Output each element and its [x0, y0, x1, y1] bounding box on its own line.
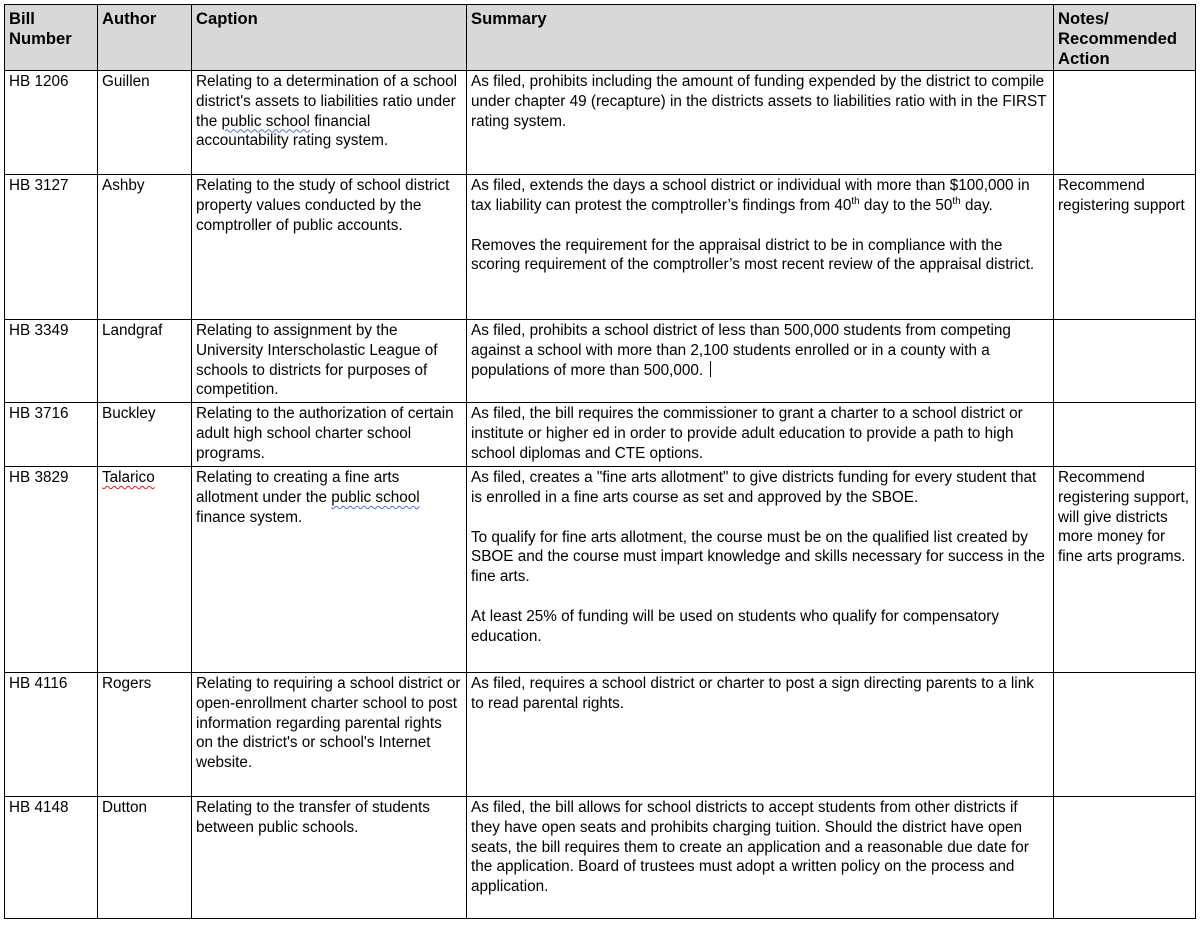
author-cell: Buckley — [98, 403, 192, 467]
author-cell — [98, 467, 192, 673]
table-row — [5, 320, 1196, 403]
summary-paragraph — [471, 321, 1049, 380]
caption-cell — [192, 71, 467, 175]
bill-number-cell: HB 3829 — [5, 467, 98, 673]
summary-paragraph: As filed, requires a school district or charter to post a sign directing parents to a link to read parental rights. — [471, 675, 1034, 712]
header-row — [5, 5, 1196, 71]
notes-cell — [1054, 797, 1196, 919]
summary-text: day. — [960, 196, 993, 214]
spellcheck-underlined-text: public school — [331, 488, 420, 506]
table-row — [5, 403, 1196, 467]
author-cell: Landgraf — [98, 320, 192, 403]
summary-paragraph: As filed, the bill requires the commissioner to grant a charter to a school district or institute or higher ed in order to provide adult education to provide a path to high school diplomas and CTE options. — [471, 405, 1023, 462]
header-bill-number: Bill Number — [5, 5, 98, 71]
summary-cell — [467, 403, 1054, 467]
summary-cell — [467, 320, 1054, 403]
caption-cell: Relating to the authorization of certain adult high school charter school programs. — [192, 403, 467, 467]
notes-cell — [1054, 71, 1196, 175]
notes-cell — [1054, 673, 1196, 797]
summary-paragraph: To qualify for fine arts allotment, the course must be on the qualified list created by SBOE and the course must impart knowledge and skills necessary for success in the fine arts. — [471, 528, 1045, 586]
notes-cell: Recommend registering support, will give districts more money for fine arts programs. — [1054, 467, 1196, 673]
bill-number-cell: HB 1206 — [5, 71, 98, 175]
bill-number-cell: HB 4148 — [5, 797, 98, 919]
summary-text: As filed, prohibits a school district of less than 500,000 students from competing against a school with more than 2,100 students enrolled or in a county with a populations of more than 500,000. — [471, 322, 1011, 379]
author-cell: Dutton — [98, 797, 192, 919]
bill-table — [4, 4, 1196, 919]
spellcheck-underlined-text: public school — [221, 112, 310, 130]
table-row — [5, 175, 1196, 320]
summary-cell — [467, 71, 1054, 175]
ordinal-suffix: th — [952, 195, 961, 207]
table-row — [5, 797, 1196, 919]
summary-cell — [467, 797, 1054, 919]
table-row — [5, 71, 1196, 175]
notes-cell: Recommend registering support — [1054, 175, 1196, 320]
caption-cell — [192, 467, 467, 673]
author-cell: Rogers — [98, 673, 192, 797]
bill-number-cell: HB 4116 — [5, 673, 98, 797]
caption-text: Relating to a determination of a school district's assets to liabilities ratio under the — [196, 73, 458, 130]
text-cursor — [710, 361, 711, 377]
spellcheck-underlined-text: Talarico — [102, 469, 155, 486]
bill-number-cell: HB 3127 — [5, 175, 98, 320]
caption-cell: Relating to the study of school district property values conducted by the comptroller of public accounts. — [192, 175, 467, 320]
caption-cell: Relating to assignment by the University Interscholastic League of schools to districts for purposes of competition. — [192, 320, 467, 403]
bill-number-cell: HB 3716 — [5, 403, 98, 467]
header-author: Author — [98, 5, 192, 71]
summary-paragraph: As filed, the bill allows for school districts to accept students from other districts if they have open seats and prohibits charging tuition. Should the district have open seats, the bill requires them to create an application and a reasonable due date for the application. Board of trustees must adopt a written policy on the process and application. — [471, 799, 1029, 896]
table-row — [5, 673, 1196, 797]
summary-text: As filed, extends the days a school district or individual with more than $100,000 in tax liability can protest the comptroller’s findings from 40 — [471, 177, 1030, 214]
summary-cell — [467, 467, 1054, 673]
summary-cell — [467, 175, 1054, 320]
header-summary: Summary — [467, 5, 1054, 71]
summary-text: day to the 50 — [859, 196, 953, 214]
caption-text: finance system. — [196, 508, 303, 526]
bill-number-cell: HB 3349 — [5, 320, 98, 403]
summary-paragraph: At least 25% of funding will be used on students who qualify for compensatory education. — [471, 607, 1000, 645]
summary-cell — [467, 673, 1054, 797]
table-row — [5, 467, 1196, 673]
caption-text: financial accountability rating system. — [196, 112, 389, 150]
summary-paragraph — [471, 176, 1049, 216]
summary-paragraph: As filed, prohibits including the amount of funding expended by the district to compile under chapter 49 (recapture) in the districts assets to liabilities ratio with in the FIRST rating system. — [471, 73, 1047, 130]
notes-cell — [1054, 403, 1196, 467]
header-caption: Caption — [192, 5, 467, 71]
caption-cell: Relating to requiring a school district or open-enrollment charter school to post information regarding parental rights on the district's or school's Internet website. — [192, 673, 467, 797]
author-cell: Guillen — [98, 71, 192, 175]
caption-cell: Relating to the transfer of students between public schools. — [192, 797, 467, 919]
notes-cell — [1054, 320, 1196, 403]
summary-paragraph: As filed, creates a "fine arts allotment" to give districts funding for every student that is enrolled in a fine arts course as set and approved by the SBOE. — [471, 469, 1037, 506]
caption-text: Relating to creating a fine arts allotment under the — [196, 469, 400, 506]
author-cell: Ashby — [98, 175, 192, 320]
summary-paragraph: Removes the requirement for the appraisal district to be in compliance with the scoring requirement of the comptroller’s most recent review of the appraisal district. — [471, 236, 1035, 274]
header-notes: Notes/ Recommended Action — [1054, 5, 1196, 71]
ordinal-suffix: th — [851, 195, 860, 207]
